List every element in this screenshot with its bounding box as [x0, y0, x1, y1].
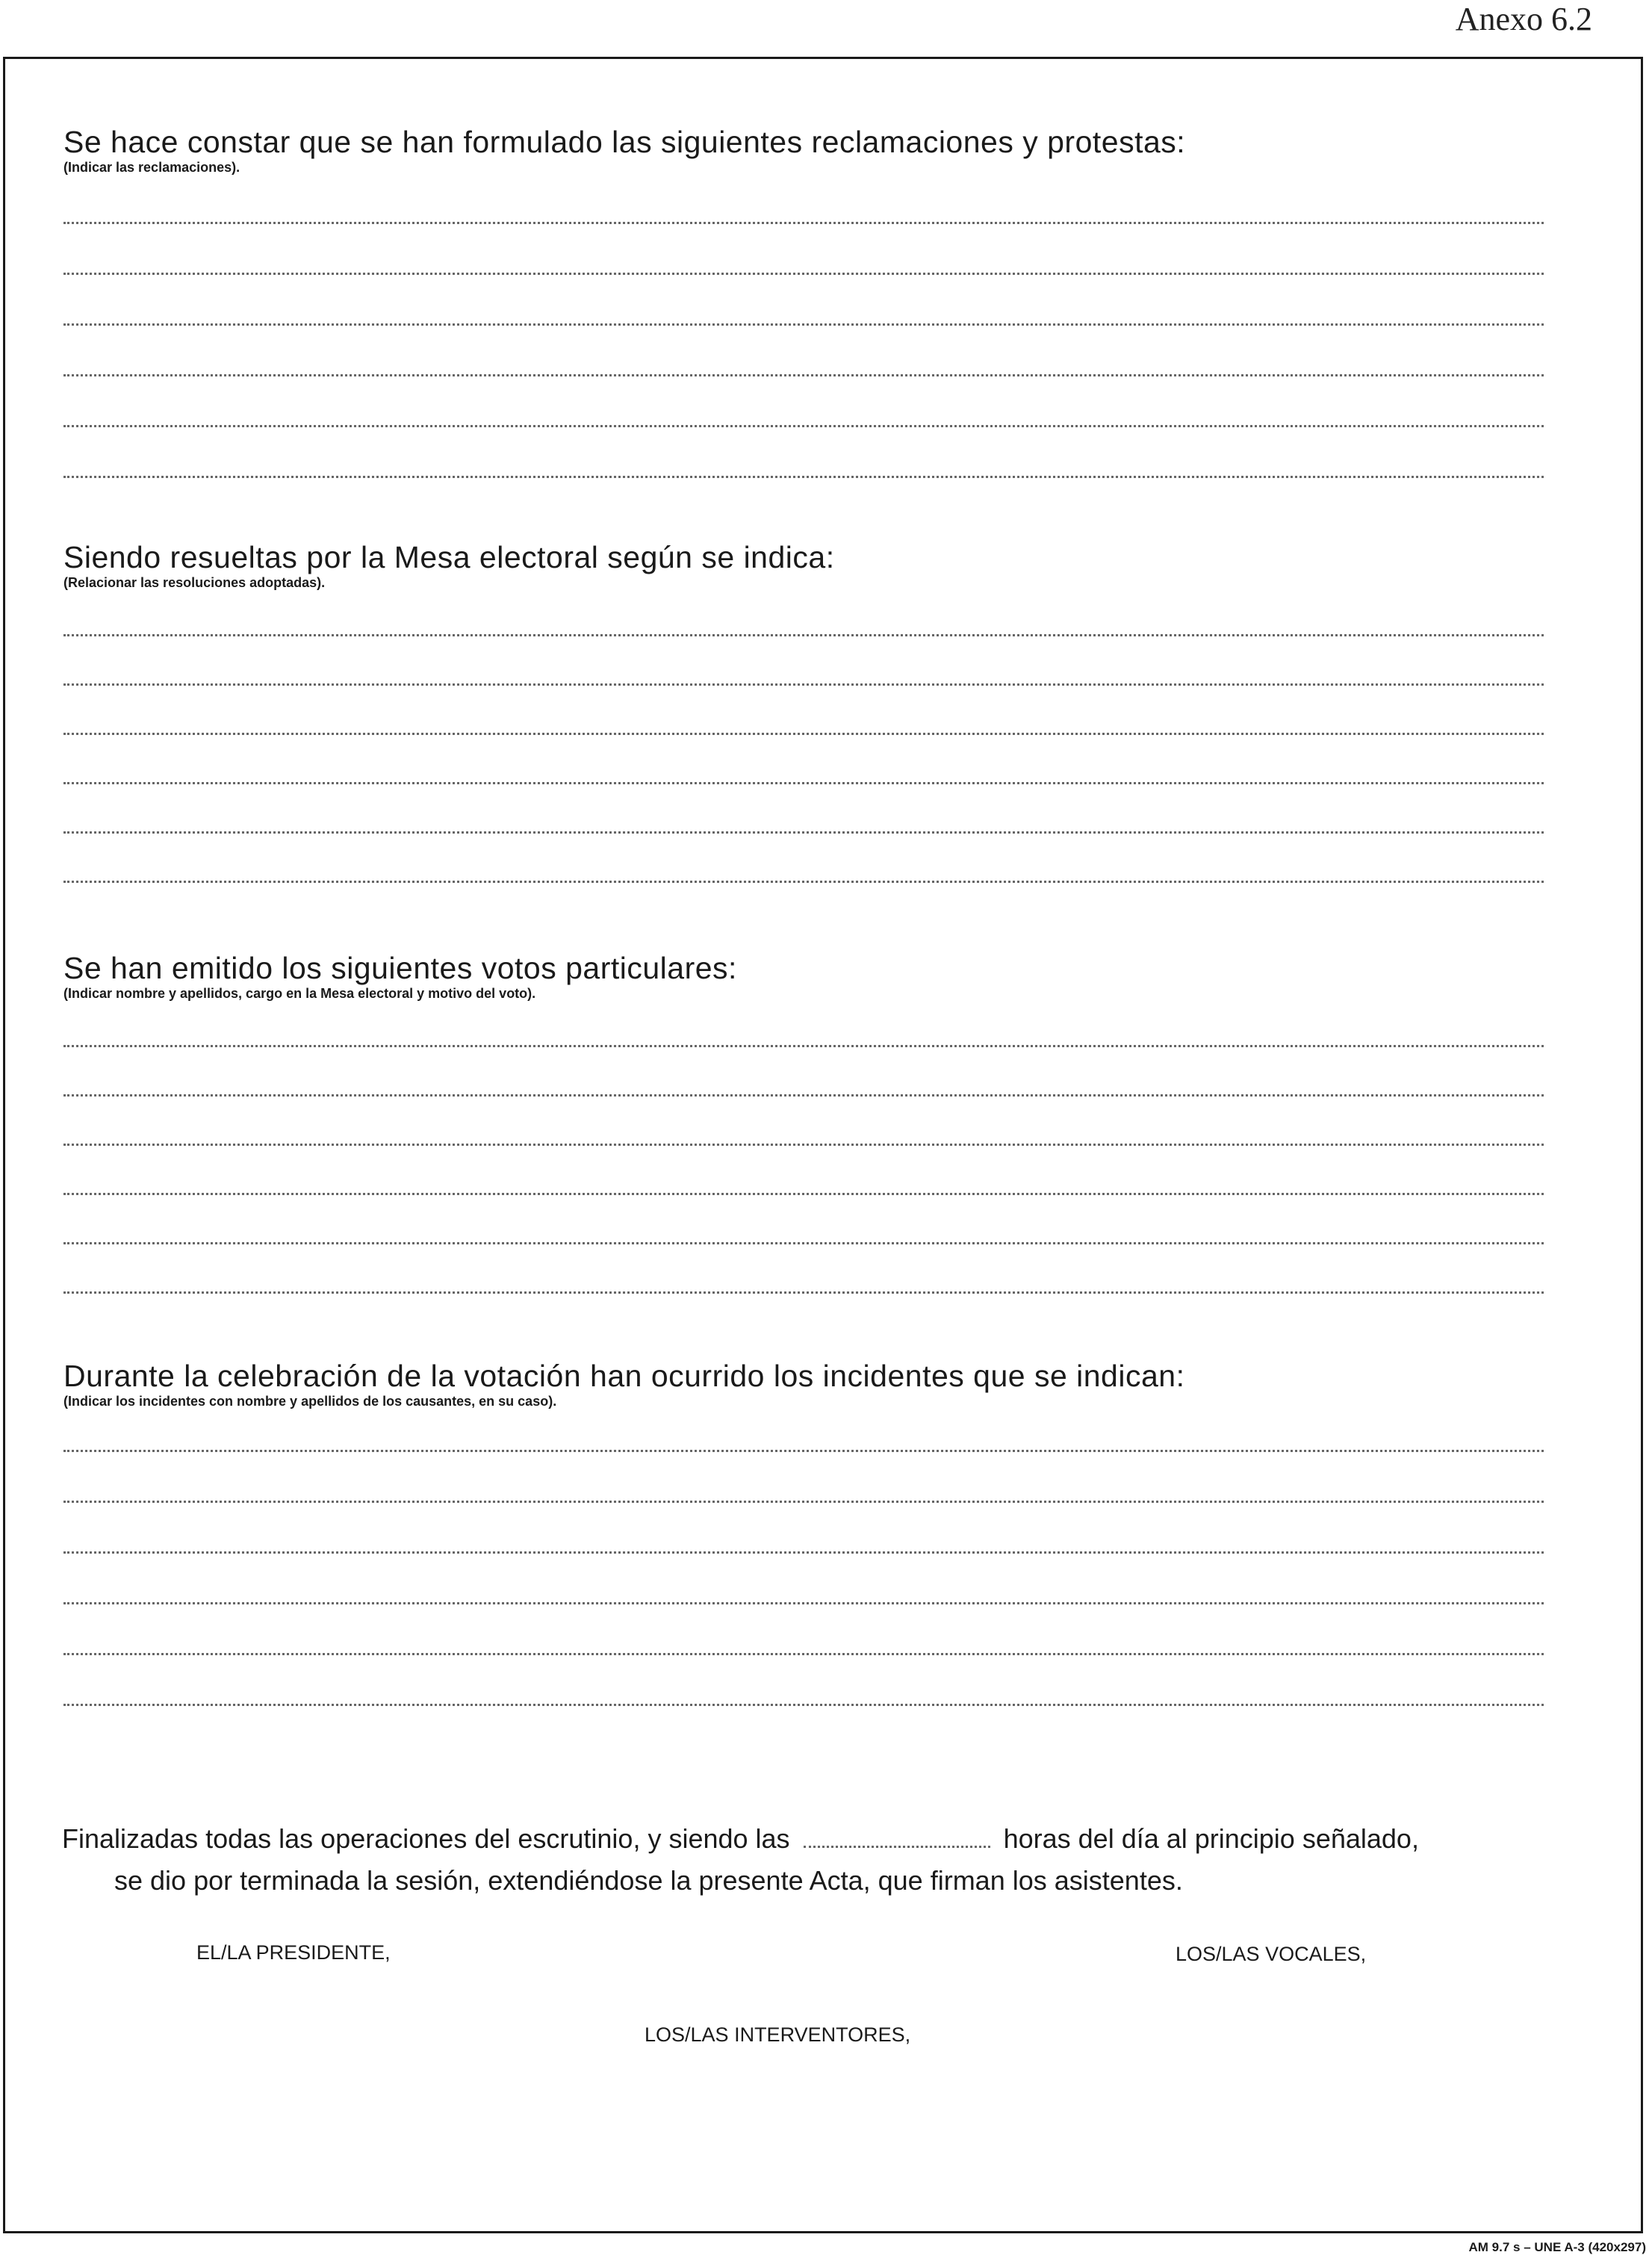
blank-line[interactable] [63, 634, 1544, 636]
blank-line[interactable] [63, 1653, 1544, 1655]
blank-line[interactable] [63, 733, 1544, 735]
closing-text-start: Finalizadas todas las operaciones del escrutinio, y siendo las [62, 1823, 790, 1854]
blank-line[interactable] [63, 782, 1544, 784]
form-frame [3, 57, 1643, 2233]
blank-line[interactable] [63, 1144, 1544, 1146]
closing-statement [62, 1818, 1556, 1902]
blank-line[interactable] [63, 476, 1544, 478]
section-incidentes [63, 1359, 1544, 1409]
blank-line[interactable] [63, 1193, 1544, 1195]
blank-line[interactable] [63, 1045, 1544, 1047]
blank-line[interactable] [63, 222, 1544, 224]
annex-label: Anexo 6.2 [1455, 1, 1592, 37]
section-title: Durante la celebración de la votación han ocurrido los incidentes que se indican: [63, 1359, 1185, 1393]
blank-line[interactable] [63, 273, 1544, 275]
signature-interventores: LOS/LAS INTERVENTORES, [645, 2023, 911, 2046]
blank-line[interactable] [63, 1291, 1544, 1294]
blank-line[interactable] [63, 1704, 1544, 1706]
section-reclamaciones [63, 125, 1544, 176]
section-title: Se han emitido los siguientes votos particulares: [63, 951, 737, 985]
hour-blank[interactable] [804, 1846, 990, 1848]
closing-text-end: horas del día al principio señalado, [1003, 1823, 1419, 1854]
blank-line[interactable] [63, 831, 1544, 834]
closing-line-1 [62, 1818, 1556, 1860]
blank-line[interactable] [63, 1501, 1544, 1503]
signature-president: EL/LA PRESIDENTE, [196, 1941, 391, 1964]
section-resoluciones [63, 540, 1544, 591]
blank-line[interactable] [63, 683, 1544, 686]
blank-line[interactable] [63, 1242, 1544, 1244]
closing-line-2: se dio por terminada la sesión, extendiéndose la presente Acta, que firman los asistentes. [114, 1865, 1183, 1896]
blank-line[interactable] [63, 1094, 1544, 1097]
section-note: (Indicar nombre y apellidos, cargo en la Mesa electoral y motivo del voto). [63, 986, 536, 1001]
blank-line[interactable] [63, 1551, 1544, 1554]
section-votos-particulares [63, 951, 1544, 1002]
section-note: (Relacionar las resoluciones adoptadas). [63, 575, 326, 590]
signature-vocales: LOS/LAS VOCALES, [1176, 1943, 1367, 1965]
blank-line[interactable] [63, 1450, 1544, 1452]
blank-line[interactable] [63, 374, 1544, 376]
section-note: (Indicar los incidentes con nombre y apellidos de los causantes, en su caso). [63, 1394, 557, 1409]
blank-line[interactable] [63, 425, 1544, 427]
blank-line[interactable] [63, 1602, 1544, 1604]
blank-line[interactable] [63, 323, 1544, 326]
form-code: AM 9.7 s – UNE A-3 (420x297) [1468, 2240, 1646, 2254]
section-title: Se hace constar que se han formulado las siguientes reclamaciones y protestas: [63, 125, 1186, 159]
blank-line[interactable] [63, 881, 1544, 883]
section-note: (Indicar las reclamaciones). [63, 160, 240, 175]
section-title: Siendo resueltas por la Mesa electoral según se indica: [63, 540, 835, 574]
